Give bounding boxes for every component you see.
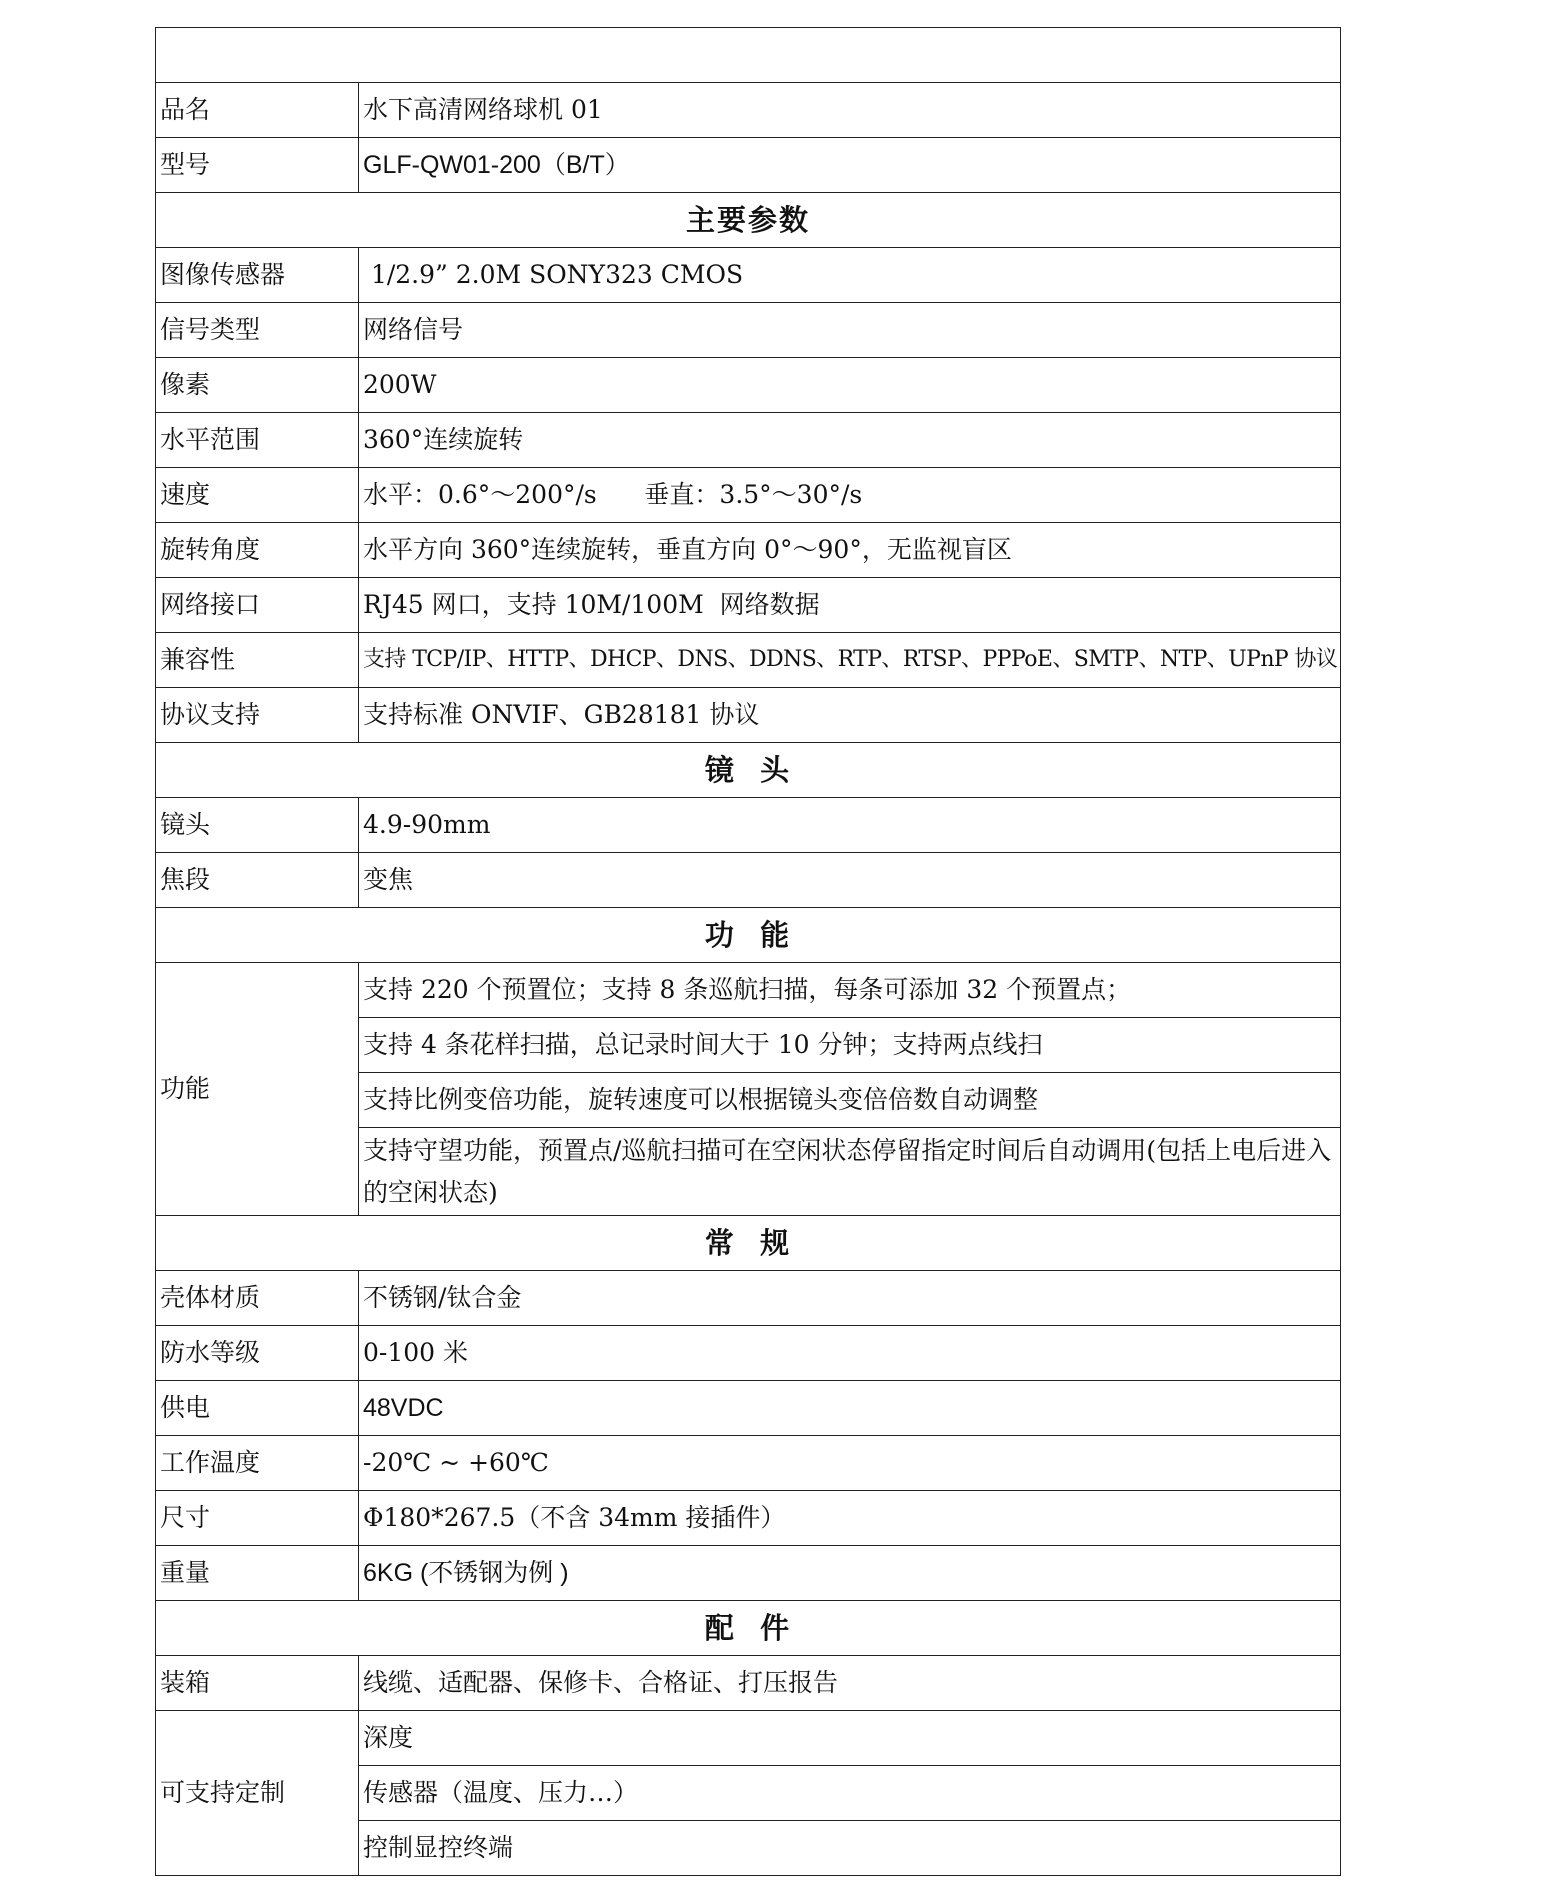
spec-row-signal <box>156 303 1341 358</box>
value-pixels: 200W <box>359 358 1341 413</box>
value-custom-1: 深度 <box>359 1711 1341 1766</box>
label-speed: 速度 <box>156 468 359 523</box>
section-row-lens <box>156 743 1341 798</box>
value-signal: 网络信号 <box>359 303 1341 358</box>
value-compat: 支持 TCP/IP、HTTP、DHCP、DNS、DDNS、RTP、RTSP、PPPoE、SMTP、NTP、UPnP 协议 <box>359 633 1341 688</box>
label-weight: 重量 <box>156 1546 359 1601</box>
label-name: 品名 <box>156 83 359 138</box>
blank-header-cell <box>156 28 1341 83</box>
label-temperature: 工作温度 <box>156 1436 359 1491</box>
label-signal: 信号类型 <box>156 303 359 358</box>
section-title-general: 常 规 <box>156 1216 1341 1271</box>
label-sensor: 图像传感器 <box>156 248 359 303</box>
spec-row-waterproof <box>156 1326 1341 1381</box>
value-packing: 线缆、适配器、保修卡、合格证、打压报告 <box>359 1656 1341 1711</box>
label-functions: 功能 <box>156 963 359 1216</box>
value-weight: 6KG (不锈钢为例 ) <box>359 1546 1341 1601</box>
spec-row-lens <box>156 798 1341 853</box>
header-blank-row <box>156 28 1341 83</box>
value-function-3: 支持比例变倍功能，旋转速度可以根据镜头变倍倍数自动调整 <box>359 1073 1341 1128</box>
value-custom-3: 控制显控终端 <box>359 1821 1341 1876</box>
spec-row-packing <box>156 1656 1341 1711</box>
section-row-accessories <box>156 1601 1341 1656</box>
value-function-2: 支持 4 条花样扫描，总记录时间大于 10 分钟；支持两点线扫 <box>359 1018 1341 1073</box>
spec-row-compat <box>156 633 1341 688</box>
value-size: Φ180*267.5（不含 34mm 接插件） <box>359 1491 1341 1546</box>
label-protocol: 协议支持 <box>156 688 359 743</box>
spec-row-temperature <box>156 1436 1341 1491</box>
section-row-functions <box>156 908 1341 963</box>
value-power: 48VDC <box>359 1381 1341 1436</box>
label-waterproof: 防水等级 <box>156 1326 359 1381</box>
value-temperature: -20℃ ~ +60℃ <box>359 1436 1341 1491</box>
spec-row-housing <box>156 1271 1341 1326</box>
value-sensor: 1/2.9” 2.0M SONY323 CMOS <box>359 248 1341 303</box>
label-compat: 兼容性 <box>156 633 359 688</box>
spec-row-focal <box>156 853 1341 908</box>
spec-row-custom-1 <box>156 1711 1341 1766</box>
label-custom: 可支持定制 <box>156 1711 359 1876</box>
spec-row-protocol <box>156 688 1341 743</box>
spec-row-power <box>156 1381 1341 1436</box>
label-network: 网络接口 <box>156 578 359 633</box>
spec-row-function-1 <box>156 963 1341 1018</box>
value-lens: 4.9-90mm <box>359 798 1341 853</box>
label-power: 供电 <box>156 1381 359 1436</box>
spec-row-rotation <box>156 523 1341 578</box>
spec-row-pixels <box>156 358 1341 413</box>
value-speed: 水平：0.6°～200°/s 垂直：3.5°～30°/s <box>359 468 1341 523</box>
label-focal: 焦段 <box>156 853 359 908</box>
spec-row-network <box>156 578 1341 633</box>
value-housing: 不锈钢/钛合金 <box>359 1271 1341 1326</box>
value-custom-2: 传感器（温度、压力…） <box>359 1766 1341 1821</box>
value-function-4: 支持守望功能，预置点/巡航扫描可在空闲状态停留指定时间后自动调用(包括上电后进入的空闲状态) <box>359 1128 1341 1216</box>
label-pixels: 像素 <box>156 358 359 413</box>
section-title-main-params: 主要参数 <box>156 193 1341 248</box>
label-rotation: 旋转角度 <box>156 523 359 578</box>
value-name: 水下高清网络球机 01 <box>359 83 1341 138</box>
value-waterproof: 0-100 米 <box>359 1326 1341 1381</box>
section-title-accessories: 配 件 <box>156 1601 1341 1656</box>
value-focal: 变焦 <box>359 853 1341 908</box>
spec-row-model <box>156 138 1341 193</box>
value-protocol: 支持标准 ONVIF、GB28181 协议 <box>359 688 1341 743</box>
section-title-lens: 镜 头 <box>156 743 1341 798</box>
value-rotation: 水平方向 360°连续旋转，垂直方向 0°～90°，无监视盲区 <box>359 523 1341 578</box>
spec-row-sensor <box>156 248 1341 303</box>
value-model: GLF-QW01-200（B/T） <box>359 138 1341 193</box>
spec-row-speed <box>156 468 1341 523</box>
section-row-main-params <box>156 193 1341 248</box>
spec-table <box>155 27 1341 1876</box>
spec-row-size <box>156 1491 1341 1546</box>
spec-row-pan-range <box>156 413 1341 468</box>
label-packing: 装箱 <box>156 1656 359 1711</box>
value-function-1: 支持 220 个预置位；支持 8 条巡航扫描，每条可添加 32 个预置点； <box>359 963 1341 1018</box>
spec-row-name <box>156 83 1341 138</box>
label-lens: 镜头 <box>156 798 359 853</box>
label-model: 型号 <box>156 138 359 193</box>
section-row-general <box>156 1216 1341 1271</box>
value-network: RJ45 网口，支持 10M/100M 网络数据 <box>359 578 1341 633</box>
spec-row-weight <box>156 1546 1341 1601</box>
section-title-functions: 功 能 <box>156 908 1341 963</box>
label-size: 尺寸 <box>156 1491 359 1546</box>
label-housing: 壳体材质 <box>156 1271 359 1326</box>
value-pan-range: 360°连续旋转 <box>359 413 1341 468</box>
label-pan-range: 水平范围 <box>156 413 359 468</box>
